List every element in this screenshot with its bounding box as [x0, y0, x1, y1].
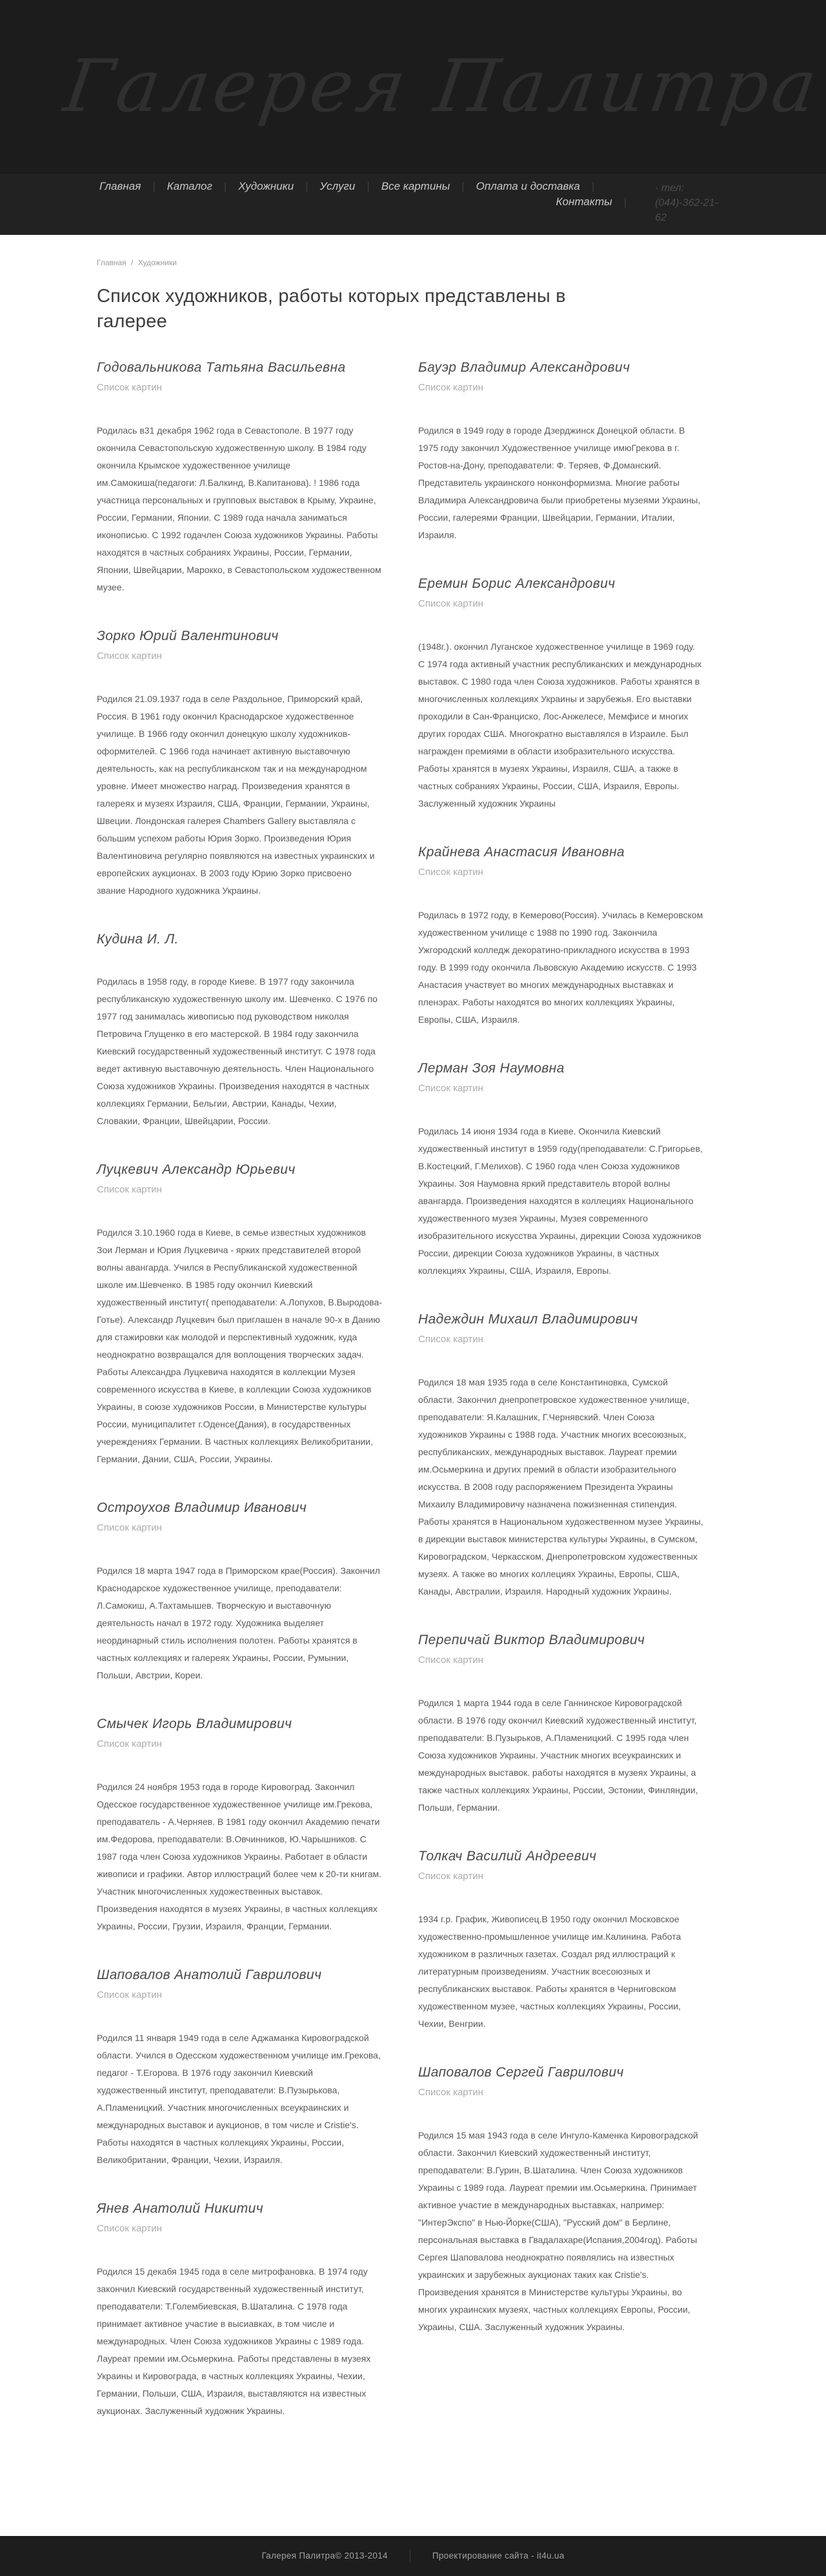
list-of-paintings-link[interactable]: Список картин: [418, 2086, 483, 2098]
page-title: Список художников, работы которых представлены в галерее: [97, 285, 566, 332]
site-header: [0, 0, 826, 235]
artist-name: Зорко Юрий Валентинович: [97, 628, 279, 643]
page-content: [97, 235, 729, 2536]
artist-name: Шаповалов Анатолий Гаврилович: [97, 1967, 322, 1982]
nav-separator: |: [367, 180, 370, 192]
list-of-paintings-link[interactable]: Список картин: [418, 1333, 483, 1345]
nav-separator: |: [223, 180, 227, 192]
nav-row-1: [97, 180, 636, 193]
artist-name: Кудина И. Л.: [97, 931, 179, 947]
artist-bio: Родился 15 мая 1943 года в селе Ингуло-Каменка Кировоградской области. Закончил Киевский художественный институт, преподаватели: В.Гурин, В.Шаталина. Член Союза художников Украины с 1989 года. Лауреат премии им.Осьмеркина. Принимает активное участие в международных выставках, например: "ИнтерЭкспо" в Нью-Йорке(США), "Русский дом" в Берлине, персональная выставка в Гвадалахаре(Испания,2004год). Работы Сергея Шаповалова неоднократно появлялись на известных украинских и зарубежных аукционах таких как Cristie's. Произведения хранятся в Министерстве культуры Украины, во многих украинских музеях, частных коллекциях Европы, России, Украины, США. Заслуженный художник Украины.: [418, 2129, 698, 2332]
list-of-paintings-link[interactable]: Список картин: [418, 866, 483, 878]
artist-entry: [418, 2065, 703, 2336]
nav-item-4[interactable]: Все картины: [381, 180, 450, 192]
phone-label: · тел:: [655, 183, 684, 194]
artist-name: Перепичай Виктор Владимирович: [418, 1632, 645, 1647]
artist-bio: (1948г.). окончил Луганское художественное училище в 1969 году. С 1974 года активный участник республиканских и международных выставок. С 1980 года член Союза художников. Работы хранятся в многочисленных коллекциях Украины и зарубежья. Его выставки проходили в Сан-Франциско, Лос-Анжелесе, Мемфисе и многих других городах США. Многократно выставлялся в Израиле. Был награжден премиями в области изобразительного искусства. Работы хранятся в музеях Украины, Израиля, США, а также в частных собраниях Украины, России, США, Израиля, Европы. Заслуженный художник Украины: [418, 641, 702, 809]
nav-separator: |: [591, 180, 595, 192]
footer-credit-link[interactable]: Проектирование сайта - it4u.ua: [432, 2551, 565, 2561]
artist-bio: Родился 11 января 1949 года в селе Аджаманка Кировоградской области. Учился в Одесском художественном училище им.Грекова, педагог - Т.Егорова. В 1976 году закончил Киевский художественный институт, преподаватели: В.Пузырькова, А.Пламеницкий. Участник многочисленных всеукраинских и международных выставок и аукционов, в том числе и Cristie's. Работы находятся в частных коллекциях Украины, России, Великобритании, Франции, Чехии, Израиля.: [97, 2032, 381, 2165]
artist-bio: Родился 24 ноября 1953 года в городе Кировоград. Закончил Одесское государственное художественное училище им.Грекова, преподаватель - А.Черняев. В 1981 году окончил Академию печати им.Федорова, преподаватели: В.Овчинников, Ю.Чарышников. С 1987 года член Союза художников Украины. Работает в области живописи и графики. Автор иллюстраций более чем к 20-ти книгам. Участник многочисленных художественных выставок. Произведения находятся в музеях Украины, в частных коллекциях Украины, России, Грузии, Израиля, Франции, Германии.: [97, 1781, 382, 1931]
artist-name: Надеждин Михаил Владимирович: [418, 1311, 638, 1327]
list-of-paintings-link[interactable]: Список картин: [97, 650, 162, 661]
artist-column-right: [418, 360, 703, 2452]
list-of-paintings-link[interactable]: Список картин: [418, 1082, 483, 1094]
breadcrumb-home-link[interactable]: Главная: [97, 257, 126, 267]
nav-separator: |: [305, 180, 308, 192]
artist-entry: [418, 360, 703, 544]
list-of-paintings-link[interactable]: Список картин: [418, 598, 483, 609]
list-of-paintings-link[interactable]: Список картин: [97, 2222, 162, 2234]
artist-entry: [418, 1061, 703, 1280]
artist-bio: Родился 18 мая 1935 года в селе Константиновка, Сумской области. Закончил днепропетровское художественное училище, преподаватели: Я.Калашник, Г.Чернявский. Член Союза художников Украины с 1988 года. Участник многих всесоюзных, республиканских, международных выставок. Лауреат премии им.Осьмеркина и других премий в области изобразительного искусства. В 2008 году распоряжением Президента Украины Михаилу Владимировичу назначена пожизненная стипендия. Работы хранятся в Национальном художественном музее Украины, в дирекции выставок министерства культуры Украины, в Сумском, Кировоградском, Черкасском, Днепропетровском художественных музеях. А также во многих коллециях Украины, Европы, США, Канады, Австралии, Израиля. Народный художник Украины.: [418, 1376, 703, 1596]
artist-columns: [97, 360, 729, 2452]
artist-bio: Родилась в 1958 году, в городе Киеве. В 1977 году закончила республиканскую художественную школу им. Шевченко. С 1976 по 1977 год занималась живописью под руководством николая Петровича Глущенко в его мастерской. В 1984 году закончила Киевский государственный художественный институт. С 1978 года ведет активную выставочную деятельность. Член Национального Союза художников Украины. Произведения находятся в частных коллекциях Германии, Бельгии, Австрии, Канады, Чехии, Словакии, Франции, Швейцарии, России.: [97, 976, 378, 1126]
artist-entry: [97, 629, 382, 900]
list-of-paintings-link[interactable]: Список картин: [418, 381, 483, 393]
artist-name: Крайнева Анастасия Ивановна: [418, 844, 625, 860]
artist-name: Смычек Игорь Владимирович: [97, 1716, 292, 1731]
phone-block: [655, 180, 729, 226]
main-nav: [0, 173, 826, 235]
artist-name: Бауэр Владимир Александрович: [418, 359, 630, 375]
nav-separator: |: [461, 180, 465, 192]
artist-bio: Родилась в31 декабря 1962 года в Севастополе. В 1977 году окончила Севастопольскую художественную школу. В 1984 году окончила Крымское художественное училище им.Самокиша(педагоги: Л.Балкинд, В.Капитанова). ! 1986 года участница персональных и групповых выставок в Крыму, Украине, России, Германии, Японии. С 1989 года начала заниматься иконописью. С 1992 годачлен Союза художников Украины. Работы находятся в частных собраниях Украины, России, Германии, Японии, Швейцарии, Марокко, в Севастопольском художественном музее.: [97, 425, 381, 592]
artist-bio: Родился 15 декабя 1945 года в селе митрофановка. В 1974 году закончил Киевский государственный художественный институт, преподаватели: Т.Голембиевская, В.Шаталина. С 1978 года принимает активное участие в высиавках, в том числе и международных. Член Союза художников Украины с 1989 года. Лауреат премии им.Осьмеркина. Работы представлены в музеях Украины и Кировограда, в частных коллекциях Украины, Чехии, Германии, Польши, США, Израиля, выставляются на известных аукционах. Заслуженный художник Украины.: [97, 2266, 371, 2416]
list-of-paintings-link[interactable]: Список картин: [97, 381, 162, 393]
nav-item-1[interactable]: Каталог: [166, 180, 212, 192]
nav-item-3[interactable]: Услуги: [319, 180, 356, 192]
artist-entry: [97, 932, 382, 1130]
artist-name: Янев Анатолий Никитич: [97, 2200, 263, 2216]
artist-bio: Родился 3.10.1960 года в Киеве, в семье известных художников Зои Лерман и Юрия Луцкевича - ярких представителей второй волны авангарда. Учился в Республиканской художественной школе им.Шевченко. В 1985 году окончил Киевский художественный институт( преподаватели: А.Лопухов, В.Выродова-Готье). Александр Луцкевич был приглашен в начале 90-х в Данию для стажировки как молодой и перспективный художник, куда неоднократно возвращался для воплощения творческих задач. Работы Александра Луцкевича находятся в коллекции Музея современного искусства в Киеве, в коллекции Союза художников Украины, в союзе художников России, в Министерстве культуры России, муниципалитет г.Оденсе(Дания), в государственных учереждениях Германии. В частных коллекциях Великобритании, Германии, Дании, США, России, Украины.: [97, 1227, 382, 1464]
phone-number: (044)-362-21-62: [655, 197, 718, 224]
artist-entry: [418, 1633, 703, 1816]
artist-entry: [97, 1500, 382, 1684]
artist-entry: [97, 2201, 382, 2420]
artist-name: Луцкевич Александр Юрьевич: [97, 1162, 296, 1177]
artist-bio: Родился 18 марта 1947 года в Приморском крае(Россия). Закончил Краснодарское художественное училище, преподаватели: Л.Самокиш, А.Тахтамышев. Творческую и выставочную деятельность начал в 1972 году. Художника выделяет неординарный стиль исполнения полотен. Работы хранятся в частных коллекциях и галереях Украины, России, Румынии, Польши, Австрии, Кореи.: [97, 1565, 380, 1680]
artist-name: Шаповалов Сергей Гаврилович: [418, 2064, 624, 2080]
footer-copyright: Галерея Палитра© 2013-2014: [261, 2551, 388, 2561]
nav-item-6[interactable]: Контакты: [556, 196, 612, 208]
artist-entry: [97, 1716, 382, 1935]
artist-column-left: [97, 360, 382, 2452]
list-of-paintings-link[interactable]: Список картин: [97, 1183, 162, 1195]
nav-separator: |: [152, 180, 156, 192]
list-of-paintings-link[interactable]: Список картин: [97, 1738, 162, 1749]
artist-entry: [418, 1849, 703, 2033]
artist-entry: [418, 1312, 703, 1600]
artist-entry: [97, 1967, 382, 2169]
artist-bio: Родилась 14 июня 1934 года в Киеве. Окончила Киевский художественный институт в 1959 году(преподаватели: С.Григорьев, В.Костецкий, Г.Мелихов). С 1960 года член Союза художников Украины. Зоя Наумовна яркий представитель второй волны авангарда. Произведения находятся в коллециях Национального художественного музея Украины, Музея современного изобразительного искусства Украины, дирекции Союза художников России, дирекции Союза художников Украины, в частных коллекциях Украины, США, Израиля, Европы.: [418, 1125, 703, 1276]
site-logo[interactable]: Галерея Палитра: [59, 45, 825, 128]
artist-entry: [97, 1162, 382, 1468]
artist-entry: [418, 845, 703, 1029]
artist-name: Лерман Зоя Наумовна: [418, 1060, 565, 1076]
artist-name: Еремин Борис Александрович: [418, 576, 616, 591]
artist-name: Остроухов Владимир Иванович: [97, 1500, 307, 1515]
logo-area: [0, 0, 826, 173]
list-of-paintings-link[interactable]: Список картин: [418, 1654, 483, 1665]
breadcrumb-current: Художники: [137, 257, 177, 267]
nav-row-2: [97, 196, 636, 208]
breadcrumb-separator: /: [131, 257, 134, 267]
artist-bio: Родился 21.09.1937 года в селе Раздольное, Приморский край, Россия. В 1961 году окончил Краснодарское художественное училище. В 1966 году окончил донецкую школу художников-оформителей. С 1966 года начинает активную выставочную деятельность, как на республиканском так и на международном уровне. Имеет множество наград. Произведения хранятся в галереях и музеях Израиля, США, Франции, Германии, Украины, Швеции. Лондонская галерея Chambers Gallery выставляла с большим успехом работы Юрия Зорко. Произведения Юрия Валентиновича регулярно появляются на известных украинских и европейских аукционах. В 2003 году Юрию Зорко присвоено звание Народного художника Украины.: [97, 693, 375, 896]
artist-entry: [97, 360, 382, 596]
nav-separator: |: [623, 196, 627, 208]
list-of-paintings-link[interactable]: Список картин: [97, 1989, 162, 2000]
nav-item-0[interactable]: Главная: [99, 180, 141, 192]
nav-menu: [97, 180, 636, 208]
nav-item-5[interactable]: Оплата и доставка: [476, 180, 580, 192]
artist-bio: Родилась в 1972 году, в Кемерово(Россия). Училась в Кемеровском художественном училище с 1988 по 1990 год. Закончила Ужгородский колледж декоратино-прикладного искусства в 1993 году. В 1999 году окончила Львовскую Академию искусств. С 1993 Анастасия участвует во многих международных выставках и пленэрах. Работы находятся во многих коллекциях Украины, Европы, США, Израиля.: [418, 909, 703, 1025]
site-footer: [0, 2536, 826, 2576]
list-of-paintings-link[interactable]: Список картин: [97, 1522, 162, 1533]
artist-name: Годовальникова Татьяна Васильевна: [97, 359, 346, 375]
nav-item-2[interactable]: Художники: [238, 180, 294, 192]
artist-entry: [418, 576, 703, 812]
artist-bio: Родился 1 марта 1944 года в селе Ганнинское Кировоградской области. В 1976 году окончил Киевский художественный институт, преподаватели: В.Пузырьков, А.Пламеницкий. С 1995 года член Союза художников Украины. Участник многих всеукраинских и международных выставок. работы находятся в музеях Украины, а также частных коллекциях Украины, России, Эстонии, Финляндии, Польши, Германии.: [418, 1697, 698, 1813]
artist-name: Толкач Василий Андреевич: [418, 1848, 597, 1864]
list-of-paintings-link[interactable]: Список картин: [418, 1870, 483, 1882]
artist-bio: Родился в 1949 году в городе Дзерджинск Донецкой области. В 1975 году закончил Художественное училище имюГрекова в г. Ростов-на-Дону, преподаватели: Ф. Теряев, Ф.Доманский. Представитель украинского нонконформизма. Многие работы Владимира Александровича были приобретены музеями Украины, России, галереями Франции, Швейцарии, Германии, Италии, Израиля.: [418, 425, 701, 540]
breadcrumb: [97, 258, 729, 267]
artist-bio: 1934 г.р. График, Живописец.В 1950 году окончил Московское художественно-промышленное училище им.Калинина. Работа художником в различных газетах. Создал ряд иллюстраций к литературным произведениям. Участник всесоюзных и республиканских выставок. Работы хранятся в Черниговском художественном музее, частных коллекциях Украины, России, Чехии, Венгрии.: [418, 1913, 681, 2029]
